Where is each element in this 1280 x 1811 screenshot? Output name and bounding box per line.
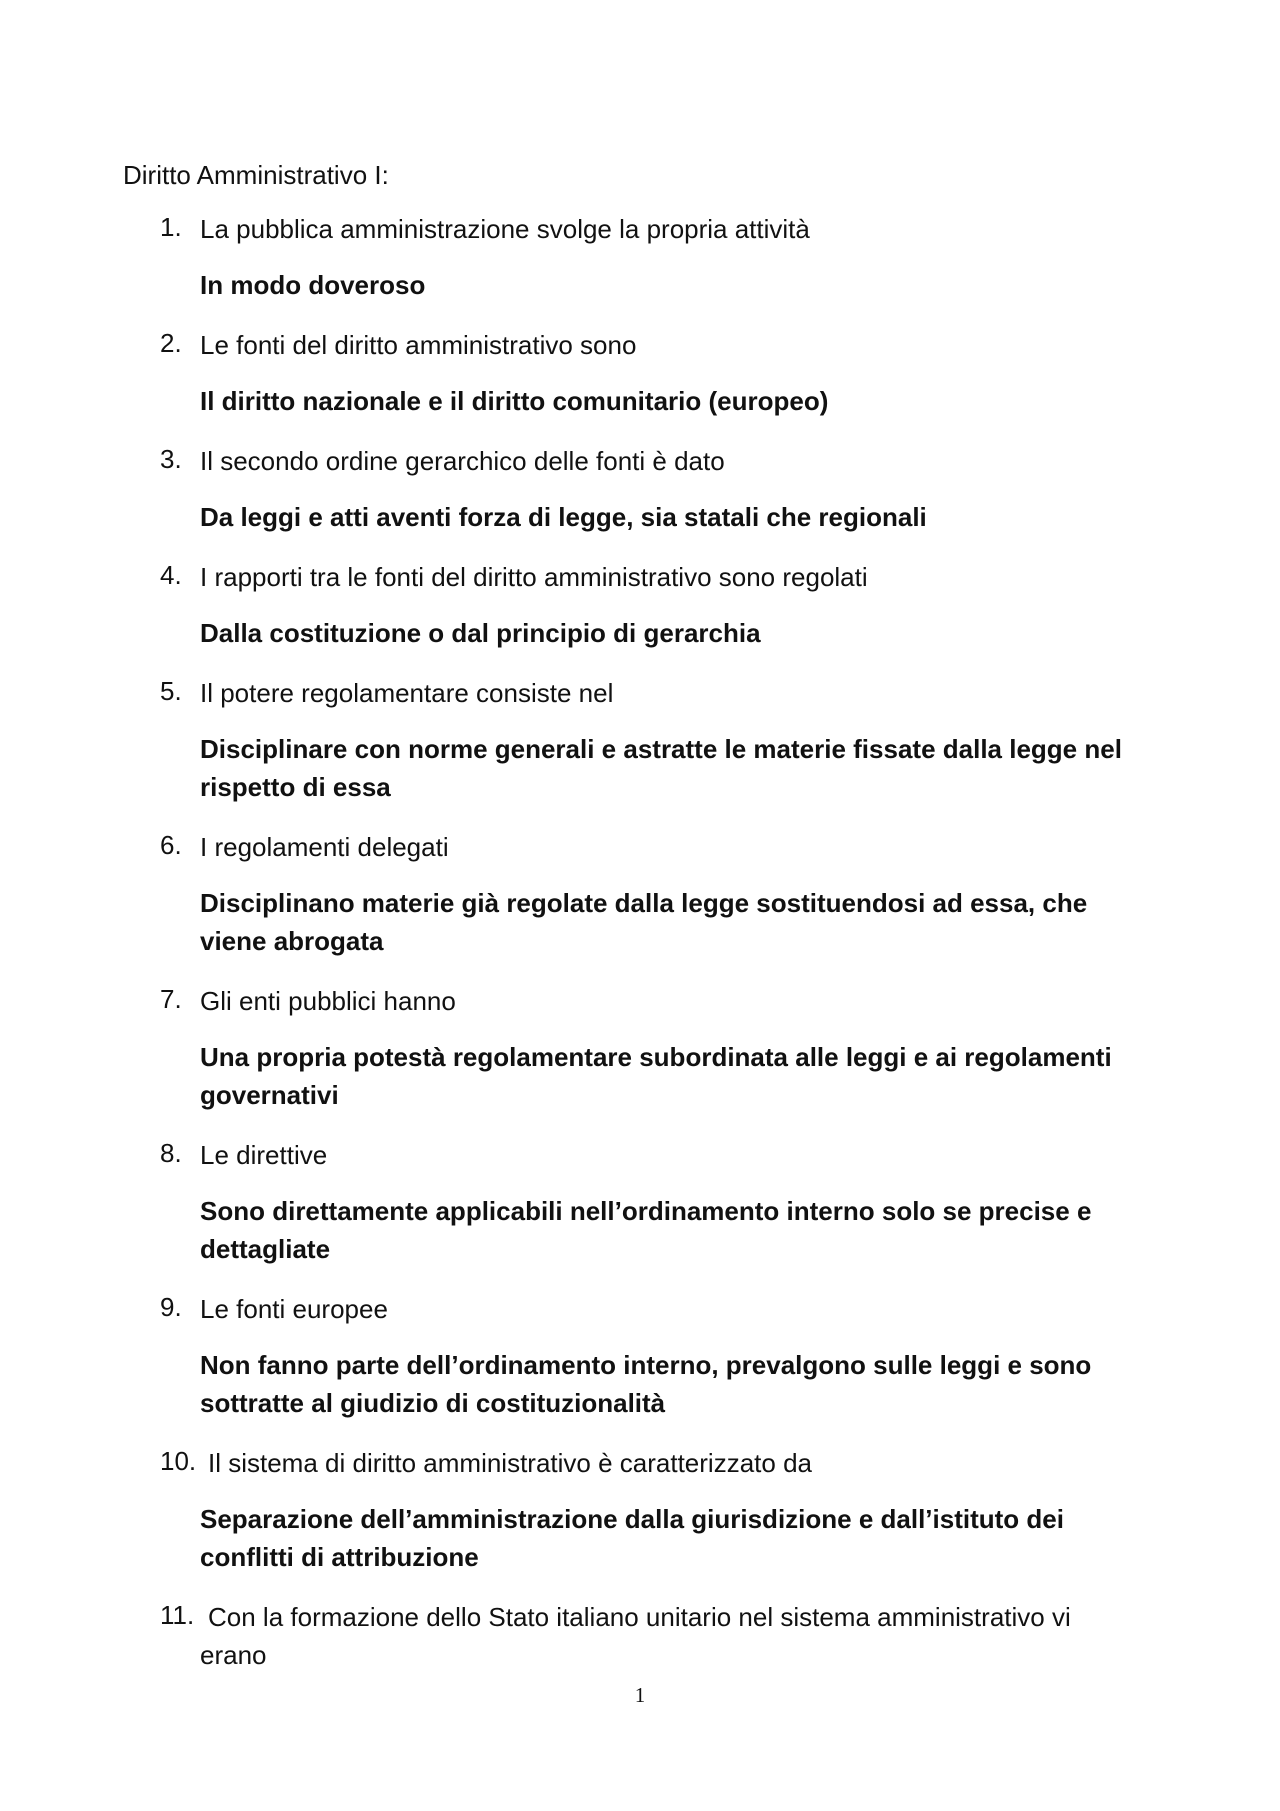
question-text: Gli enti pubblici hanno xyxy=(200,986,456,1016)
question-list xyxy=(0,210,1280,1696)
answer-text: Una propria potestà regolamentare subordinata alle leggi e ai regolamenti governativi xyxy=(200,1042,1112,1110)
list-item xyxy=(0,210,1140,304)
list-item xyxy=(0,326,1140,420)
question-text: Con la formazione dello Stato italiano unitario nel sistema amministrativo vi erano xyxy=(200,1602,1071,1670)
answer-text: Dalla costituzione o dal principio di gerarchia xyxy=(200,618,761,648)
item-number: 2. xyxy=(160,328,182,358)
answer-text: Sono direttamente applicabili nell’ordinamento interno solo se precise e dettagliate xyxy=(200,1196,1092,1264)
question-text: Il potere regolamentare consiste nel xyxy=(200,678,614,708)
list-item xyxy=(0,828,1140,960)
list-item xyxy=(0,1444,1140,1576)
question-text: Le fonti del diritto amministrativo sono xyxy=(200,330,637,360)
list-item xyxy=(0,674,1140,806)
item-number: 3. xyxy=(160,444,182,474)
list-item xyxy=(0,1290,1140,1422)
document-title: Diritto Amministrativo I: xyxy=(123,160,389,190)
answer-text: Il diritto nazionale e il diritto comunitario (europeo) xyxy=(200,386,829,416)
answer-text: Non fanno parte dell’ordinamento interno, prevalgono sulle leggi e sono sottratte al giudizio di costituzionalità xyxy=(200,1350,1092,1418)
item-number: 10. xyxy=(160,1446,197,1476)
item-number: 6. xyxy=(160,830,182,860)
question-text: Il secondo ordine gerarchico delle fonti è dato xyxy=(200,446,725,476)
list-item xyxy=(0,442,1140,536)
question-text: Le direttive xyxy=(200,1140,328,1170)
question-text: Il sistema di diritto amministrativo è caratterizzato da xyxy=(208,1448,812,1478)
question-text: I rapporti tra le fonti del diritto amministrativo sono regolati xyxy=(200,562,868,592)
item-number: 11. xyxy=(160,1600,195,1630)
question-text: La pubblica amministrazione svolge la propria attività xyxy=(200,214,810,244)
answer-text: Disciplinare con norme generali e astratte le materie fissate dalla legge nel rispetto di essa xyxy=(200,734,1122,802)
list-item xyxy=(0,1136,1140,1268)
item-number: 7. xyxy=(160,984,182,1014)
item-number: 1. xyxy=(160,212,182,242)
answer-text: Da leggi e atti aventi forza di legge, sia statali che regionali xyxy=(200,502,927,532)
answer-text: Disciplinano materie già regolate dalla legge sostituendosi ad essa, che viene abrogata xyxy=(200,888,1088,956)
list-item xyxy=(0,982,1140,1114)
question-text: I regolamenti delegati xyxy=(200,832,449,862)
item-number: 8. xyxy=(160,1138,182,1168)
list-item xyxy=(0,558,1140,652)
question-text: Le fonti europee xyxy=(200,1294,388,1324)
item-number: 5. xyxy=(160,676,182,706)
answer-text: Separazione dell’amministrazione dalla giurisdizione e dall’istituto dei conflitti di attribuzione xyxy=(200,1504,1064,1572)
item-number: 4. xyxy=(160,560,182,590)
item-number: 9. xyxy=(160,1292,182,1322)
page-number: 1 xyxy=(634,1683,646,1707)
list-item xyxy=(0,1598,1140,1674)
answer-text: In modo doveroso xyxy=(200,270,426,300)
